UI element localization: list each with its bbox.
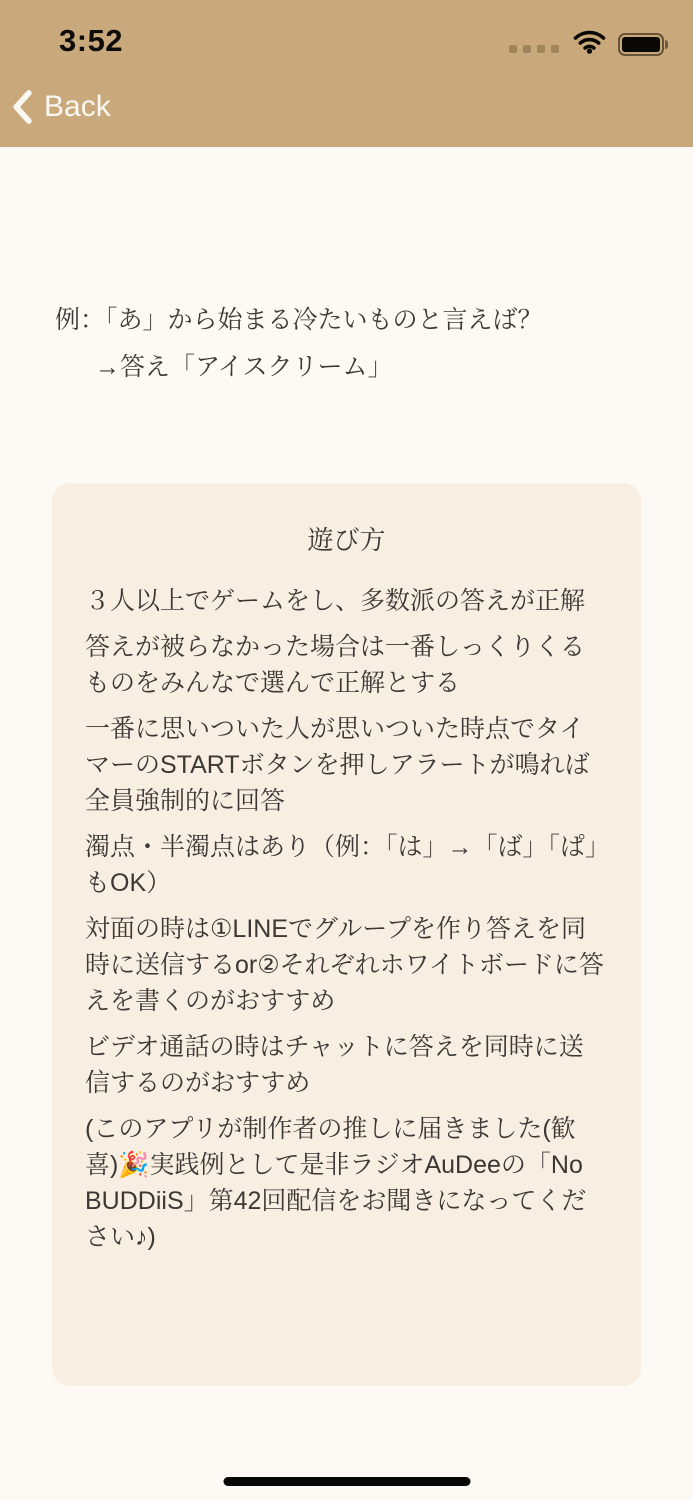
howto-paragraph: 濁点・半濁点はあり（例：「は」→「ば」「ぱ」もOK） — [85, 833, 598, 897]
howto-paragraph: 答えが被らなかった場合は一番しっくりくるものをみんなで選んで正解とする — [85, 633, 586, 697]
wifi-icon — [573, 30, 606, 59]
battery-full-icon — [618, 33, 668, 56]
how-to-play-card — [52, 483, 641, 1386]
howto-paragraph: ３人以上でゲームをし、多数派の答えが正解 — [85, 587, 586, 615]
example-block — [55, 147, 653, 385]
back-button[interactable] — [10, 90, 111, 124]
howto-paragraph: (このアプリが制作者の推しに届きました(歓喜)🎉実践例として是非ラジオAuDeeの「No BUDDiiS」第42回配信をお聞きになってください♪) — [85, 1115, 587, 1251]
example-answer: →答え「アイスクリーム」 — [95, 353, 393, 381]
cellular-signal-dots-icon — [509, 45, 559, 53]
back-label: Back — [44, 89, 111, 123]
chevron-left-icon — [10, 90, 34, 124]
howto-paragraph: ビデオ通話の時はチャットに答えを同時に送信するのがおすすめ — [85, 1033, 584, 1097]
nav-bar — [0, 66, 693, 147]
header — [0, 0, 693, 147]
status-icons — [509, 30, 668, 59]
status-bar — [0, 0, 693, 66]
status-time: 3:52 — [59, 23, 124, 58]
example-question: 例：「あ」から始まる冷たいものと言えば？ — [55, 306, 543, 334]
howto-paragraph: 一番に思いついた人が思いついた時点でタイマーのSTARTボタンを押しアラートが鳴れば全員強制的に回答 — [85, 715, 590, 815]
home-indicator[interactable] — [223, 1477, 470, 1486]
howto-paragraph: 対面の時は①LINEでグループを作り答えを同時に送信するor②それぞれホワイトボードに答えを書くのがおすすめ — [85, 915, 604, 1015]
card-title: 遊び方 — [307, 525, 386, 555]
